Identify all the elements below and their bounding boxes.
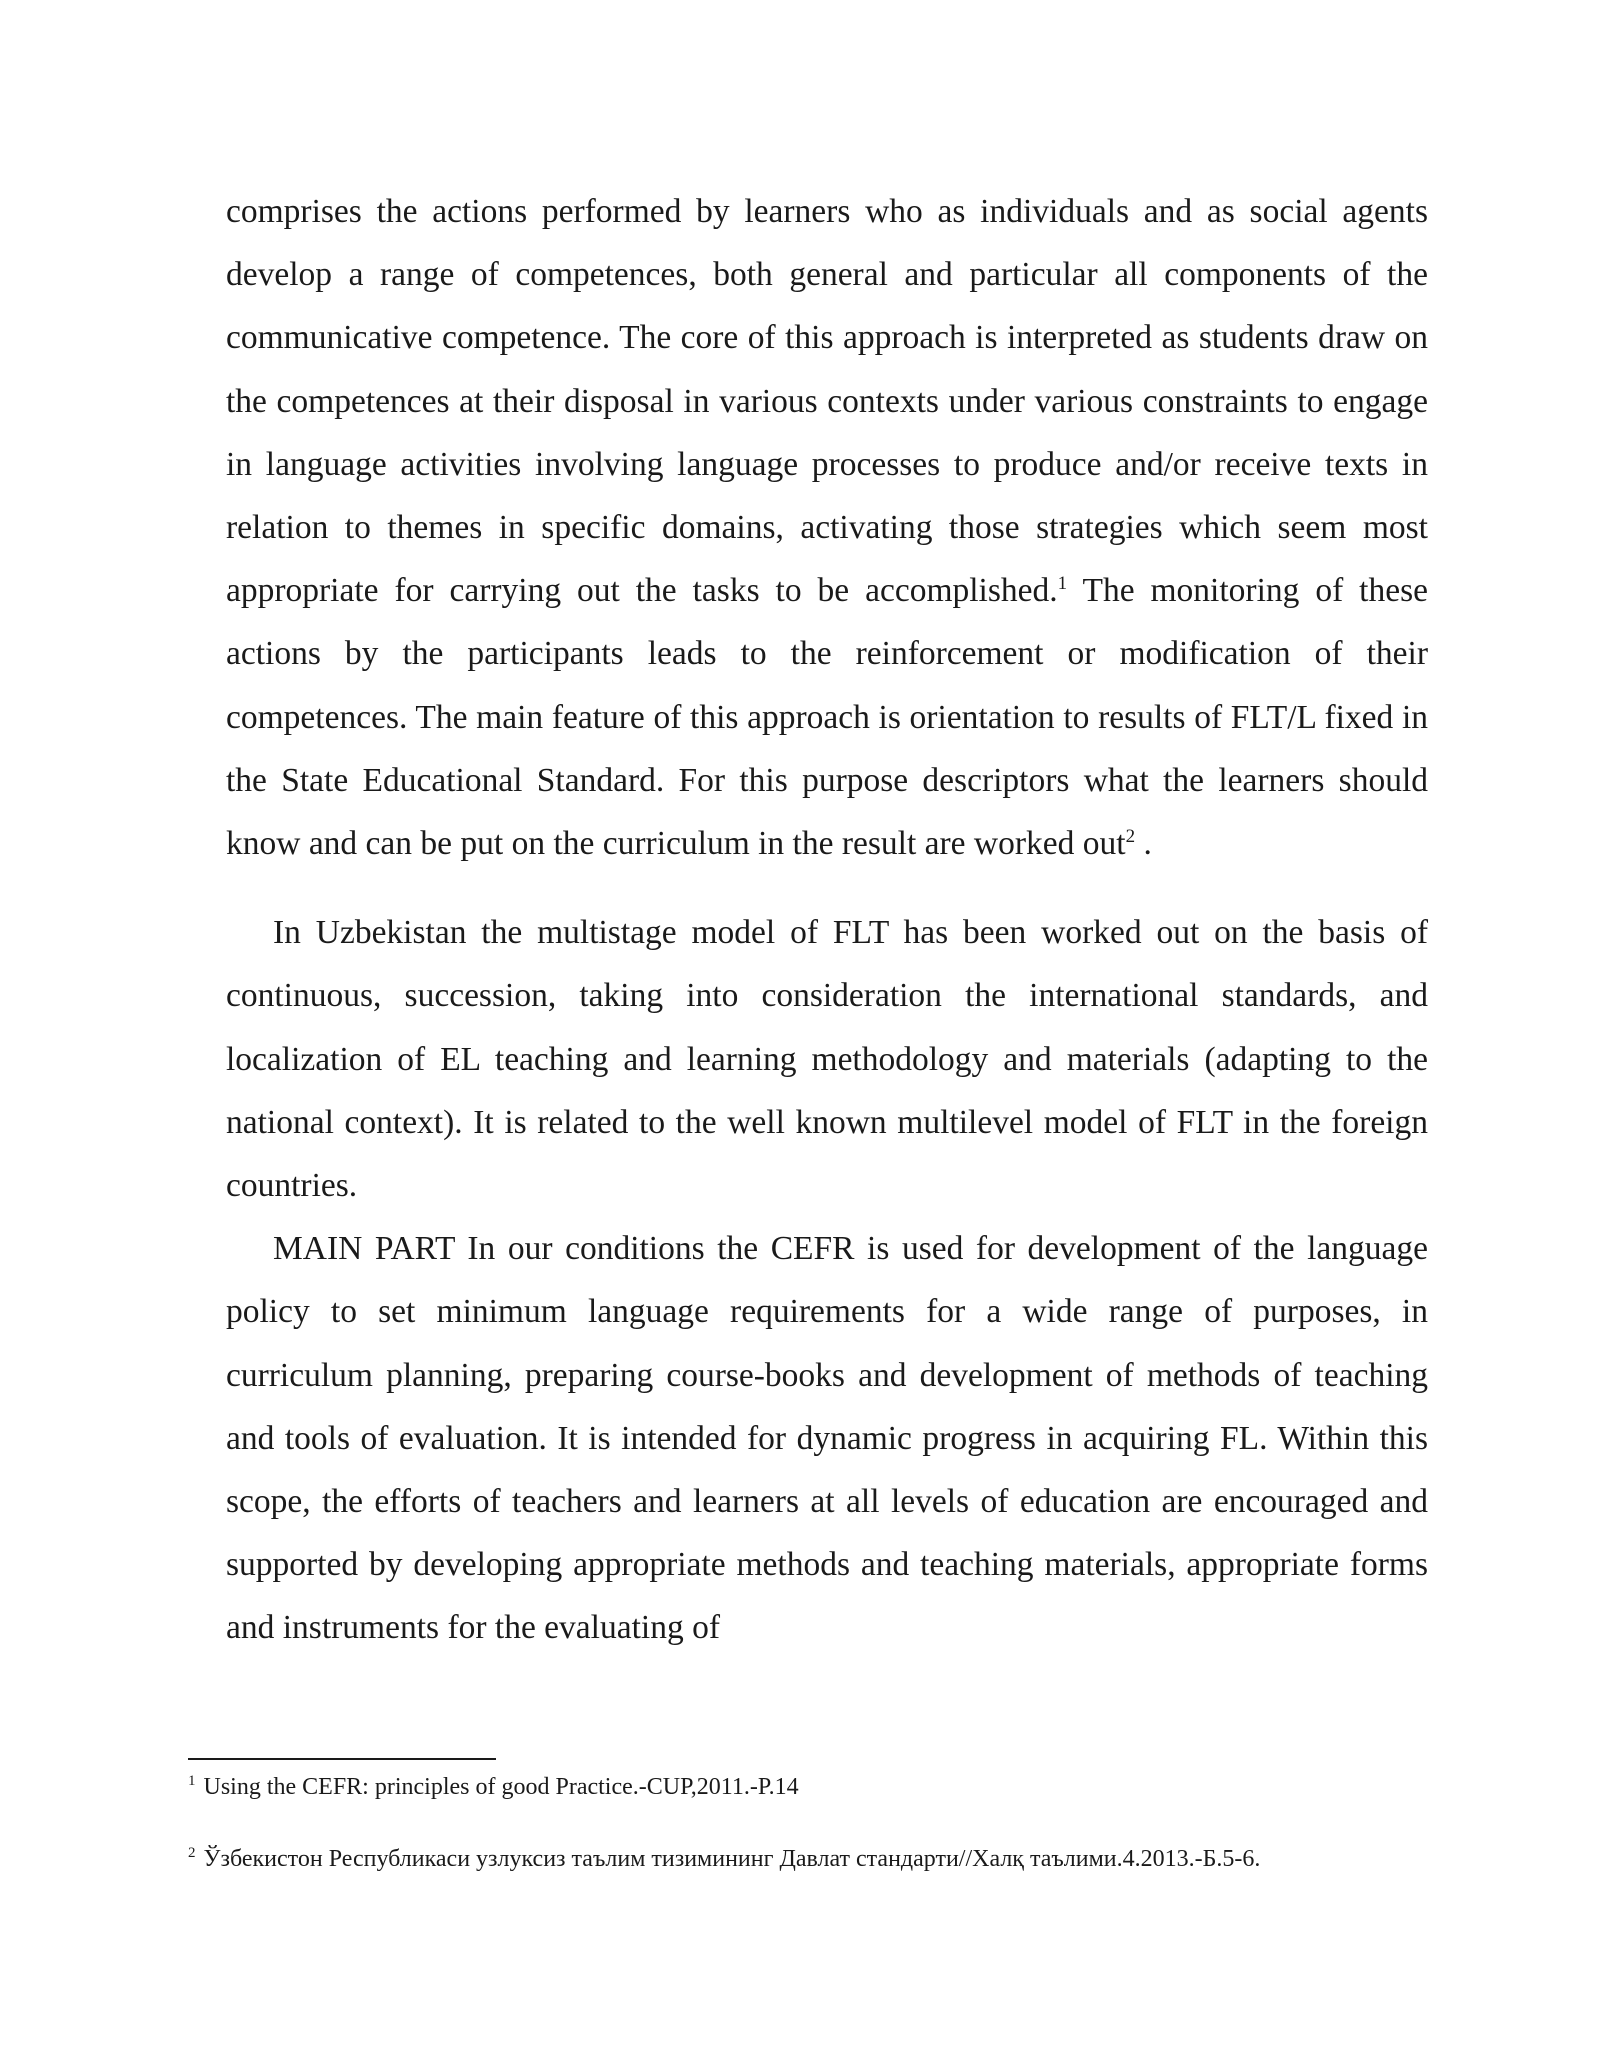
footnote-2-text: Ўзбекистон Республикаси узлуксиз таълим тизимининг Давлат стандарти//Халқ таълими.4.2013.-Б.5-6.: [203, 1846, 1261, 1872]
footnote-ref-1: 1: [1057, 573, 1068, 595]
document-body: [226, 180, 1428, 1660]
body-paragraph-3: MAIN PART In our conditions the CEFR is used for development of the language policy to set minimum language requirements for a wide range of purposes, in curriculum planning, preparing course-books and development of methods of teaching and tools of evaluation. It is intended for dynamic progress in acquiring FL. Within this scope, the efforts of teachers and learners at all levels of education are encouraged and supported by developing appropriate methods and teaching materials, appropriate forms and instruments for the evaluating of: [226, 1230, 1428, 1647]
body-paragraph-1: [226, 180, 1428, 875]
footnotes-section: [188, 1758, 1428, 1874]
body-paragraph-2: In Uzbekistan the multistage model of FLT has been worked out on the basis of continuous, succession, taking into consideration the international standards, and localization of EL teaching and learning methodology and materials (adapting to the national context). It is related to the well known multilevel model of FLT in the foreign countries.: [226, 914, 1428, 1205]
footnote-2: [188, 1844, 1428, 1874]
footnote-separator: [188, 1758, 496, 1760]
paragraph-1-text-a: comprises the actions performed by learners who as individuals and as social agents develop a range of competences, both general and particular all components of the communicative competence. The core of this approach is interpreted as students draw on the competences at their disposal in various contexts under various constraints to engage in language activities involving language processes to produce and/or receive texts in relation to themes in specific domains, activating those strategies which seem most appropriate for carrying out the tasks to be accomplished.: [226, 193, 1428, 610]
footnote-1-marker: 1: [188, 1773, 196, 1789]
footnote-ref-2: 2: [1125, 825, 1136, 847]
footnote-1-text: Using the CEFR: principles of good Practice.-CUP,2011.-P.14: [203, 1774, 799, 1800]
paragraph-1-text-b: The monitoring of these actions by the participants leads to the reinforcement or modification of their competences. The main feature of this approach is orientation to results of FLT/L fixed in the State Educational Standard. For this purpose descriptors what the learners should know and can be put on the curriculum in the result are worked out: [226, 572, 1428, 863]
footnote-2-marker: 2: [188, 1845, 196, 1861]
paragraph-1-text-c: .: [1135, 825, 1152, 863]
footnote-1: [188, 1772, 1428, 1802]
